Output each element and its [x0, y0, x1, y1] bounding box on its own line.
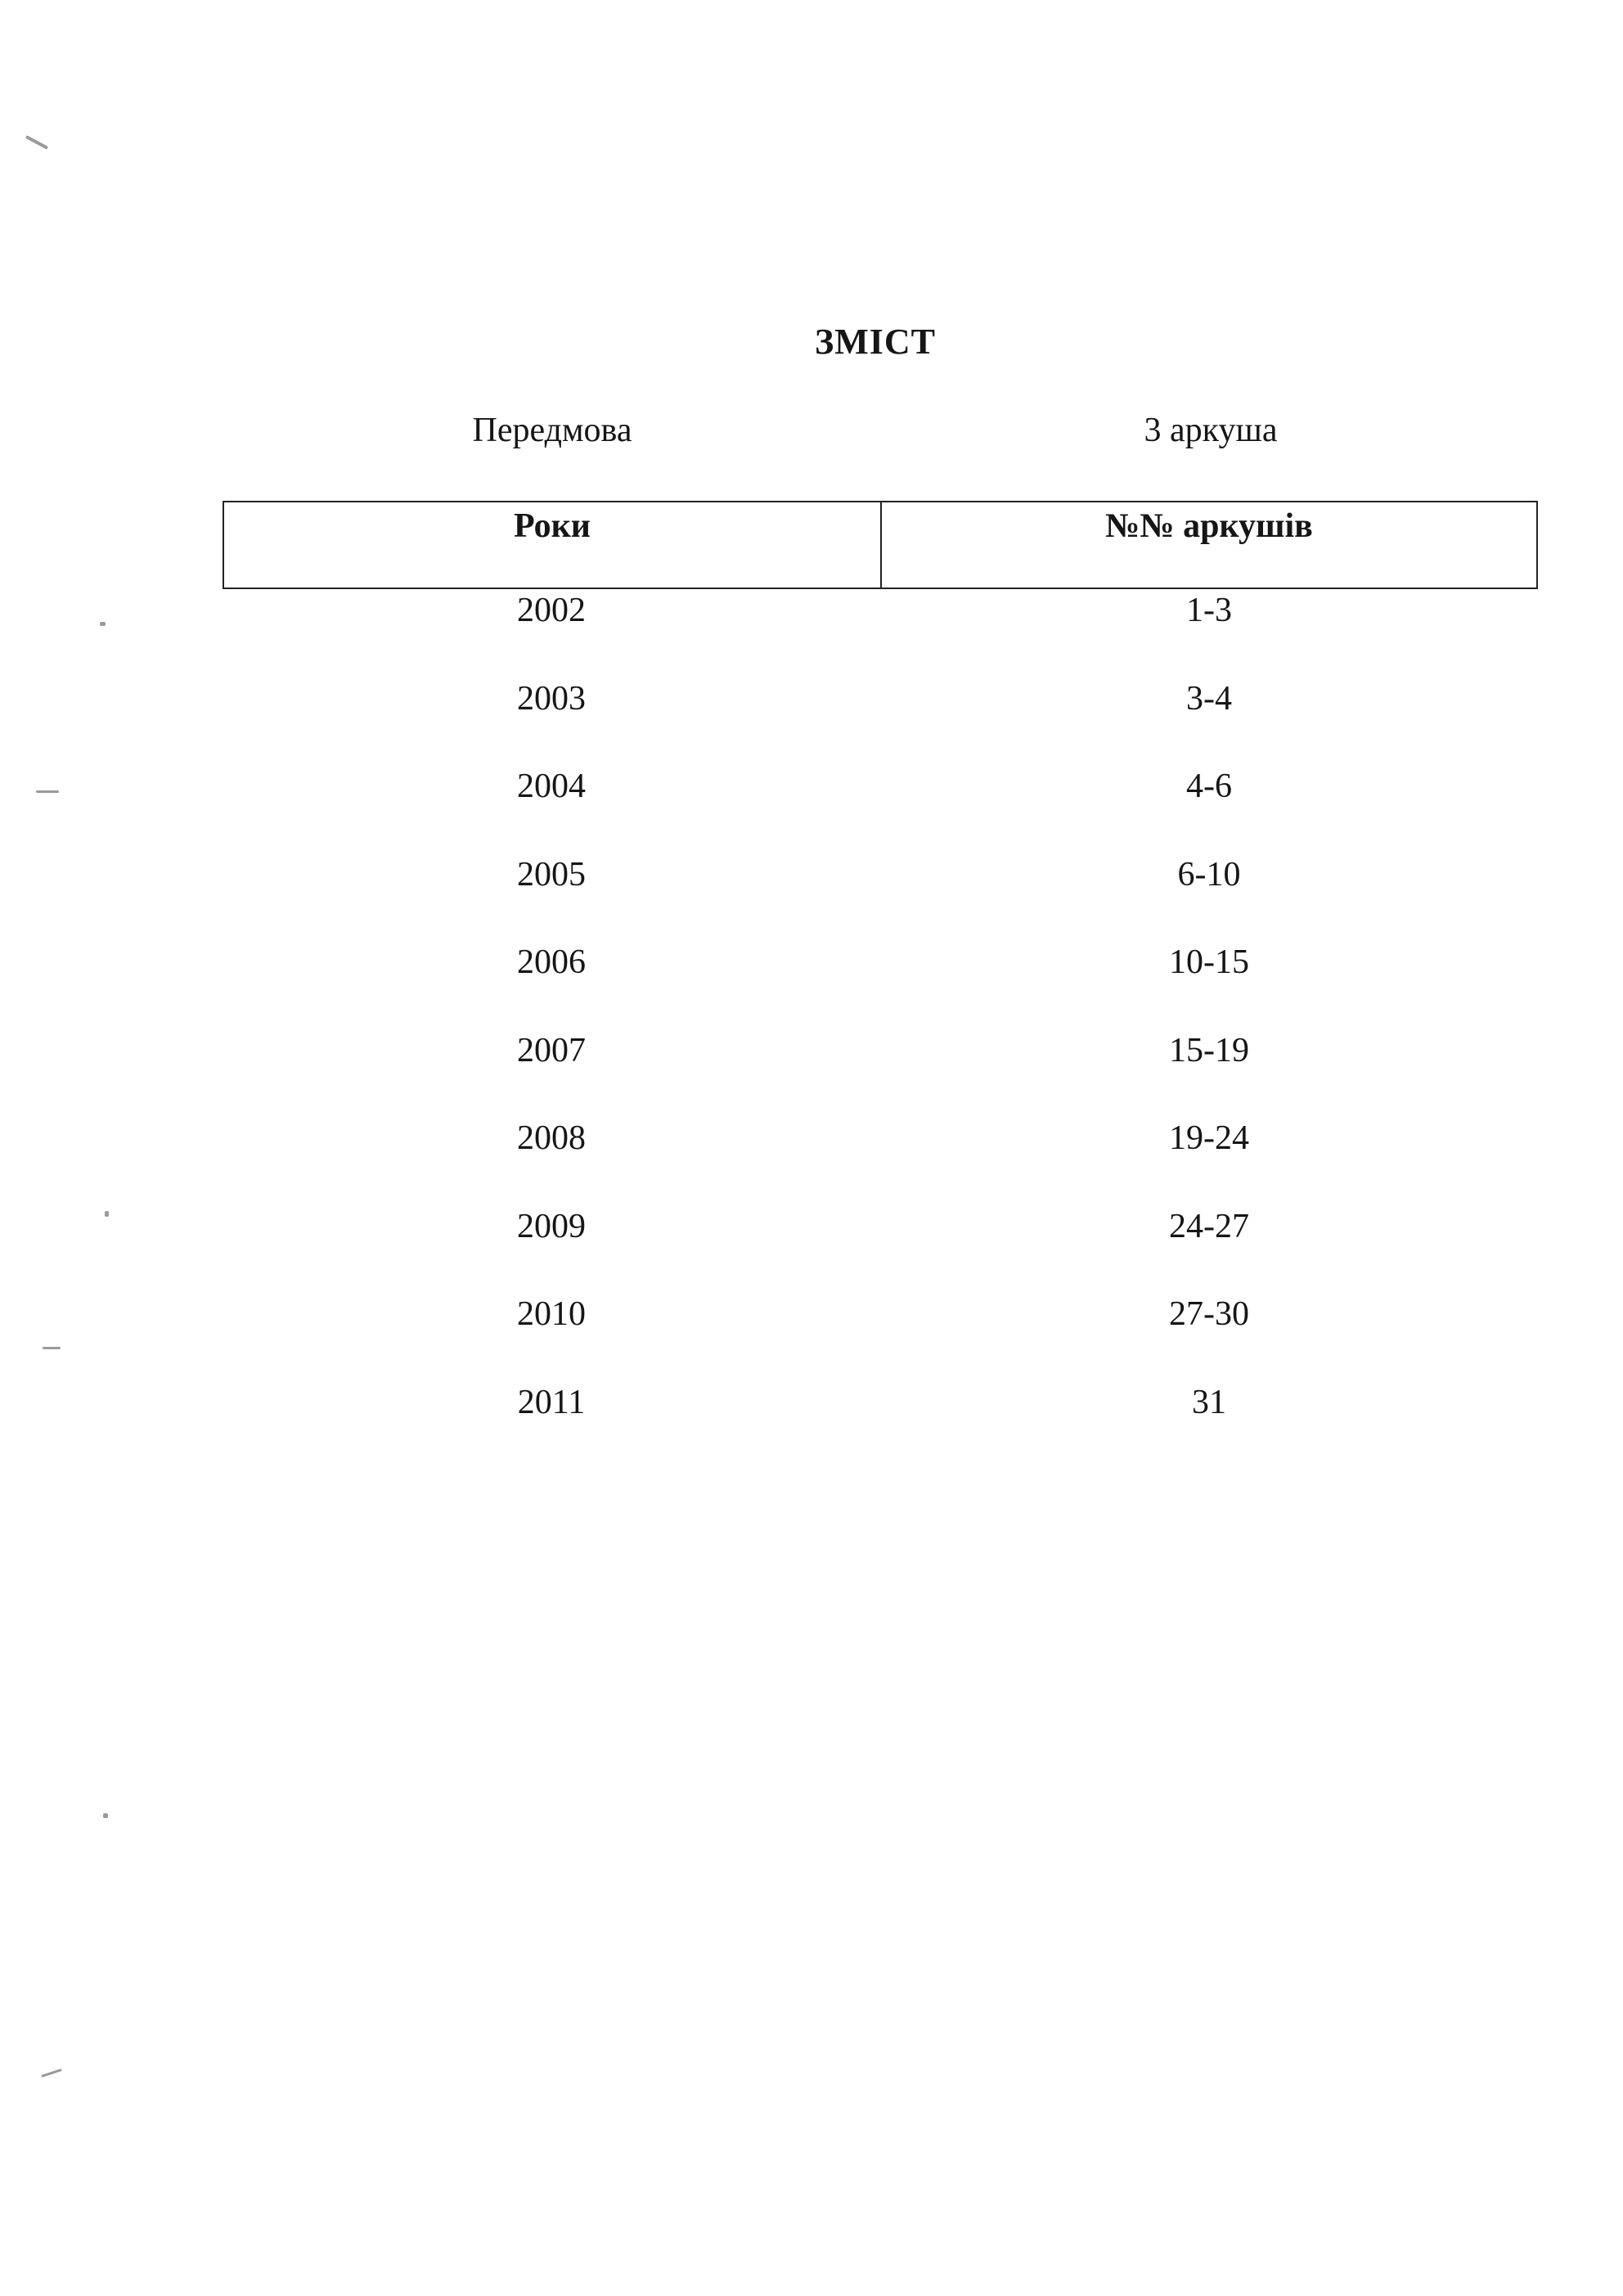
year-cell: 2008 — [517, 1119, 586, 1157]
sheets-cell: 27-30 — [1169, 1295, 1249, 1333]
year-cell: 2006 — [517, 943, 586, 981]
year-cell: 2007 — [517, 1031, 586, 1069]
preface-label: Передмова — [472, 412, 632, 449]
sheets-cell: 1-3 — [1186, 592, 1232, 629]
sheets-cell: 24-27 — [1169, 1207, 1249, 1245]
sheets-cell: 19-24 — [1169, 1119, 1249, 1157]
table-row — [223, 853, 1538, 942]
table-row — [223, 678, 1538, 766]
sheets-cell: 31 — [1192, 1383, 1226, 1421]
header-sheets: №№ аркушів — [880, 502, 1536, 588]
year-cell: 2003 — [517, 679, 586, 718]
sheets-cell: 4-6 — [1186, 768, 1232, 805]
year-cell: 2009 — [517, 1207, 586, 1245]
table-row — [223, 1029, 1538, 1118]
year-cell: 2004 — [517, 768, 586, 805]
scan-speck — [25, 135, 48, 150]
table-row — [223, 1117, 1538, 1205]
table-row — [223, 1293, 1538, 1381]
scan-speck — [103, 1813, 108, 1818]
table-row — [223, 1381, 1538, 1470]
header-years: Роки — [513, 507, 591, 545]
sheets-cell: 3-4 — [1186, 679, 1232, 718]
scan-speck — [43, 1347, 61, 1349]
scan-speck — [41, 2069, 62, 2078]
table-row — [223, 941, 1538, 1029]
scan-speck — [100, 622, 106, 626]
preface-value: 3 аркуша — [1144, 412, 1278, 449]
toc-table-header — [223, 501, 1538, 589]
scan-speck — [36, 790, 59, 793]
sheets-cell: 15-19 — [1169, 1031, 1249, 1069]
year-cell: 2005 — [517, 855, 586, 894]
table-row — [223, 1205, 1538, 1294]
table-row — [223, 589, 1538, 678]
scan-speck — [105, 1211, 109, 1217]
sheets-cell: 6-10 — [1177, 855, 1241, 894]
year-cell: 2011 — [517, 1383, 586, 1421]
toc-table-body — [223, 589, 1538, 1469]
table-row — [223, 765, 1538, 853]
year-cell: 2010 — [517, 1295, 586, 1333]
year-cell: 2002 — [517, 592, 586, 629]
page-title: ЗМІСТ — [815, 322, 936, 362]
sheets-cell: 10-15 — [1169, 943, 1249, 981]
